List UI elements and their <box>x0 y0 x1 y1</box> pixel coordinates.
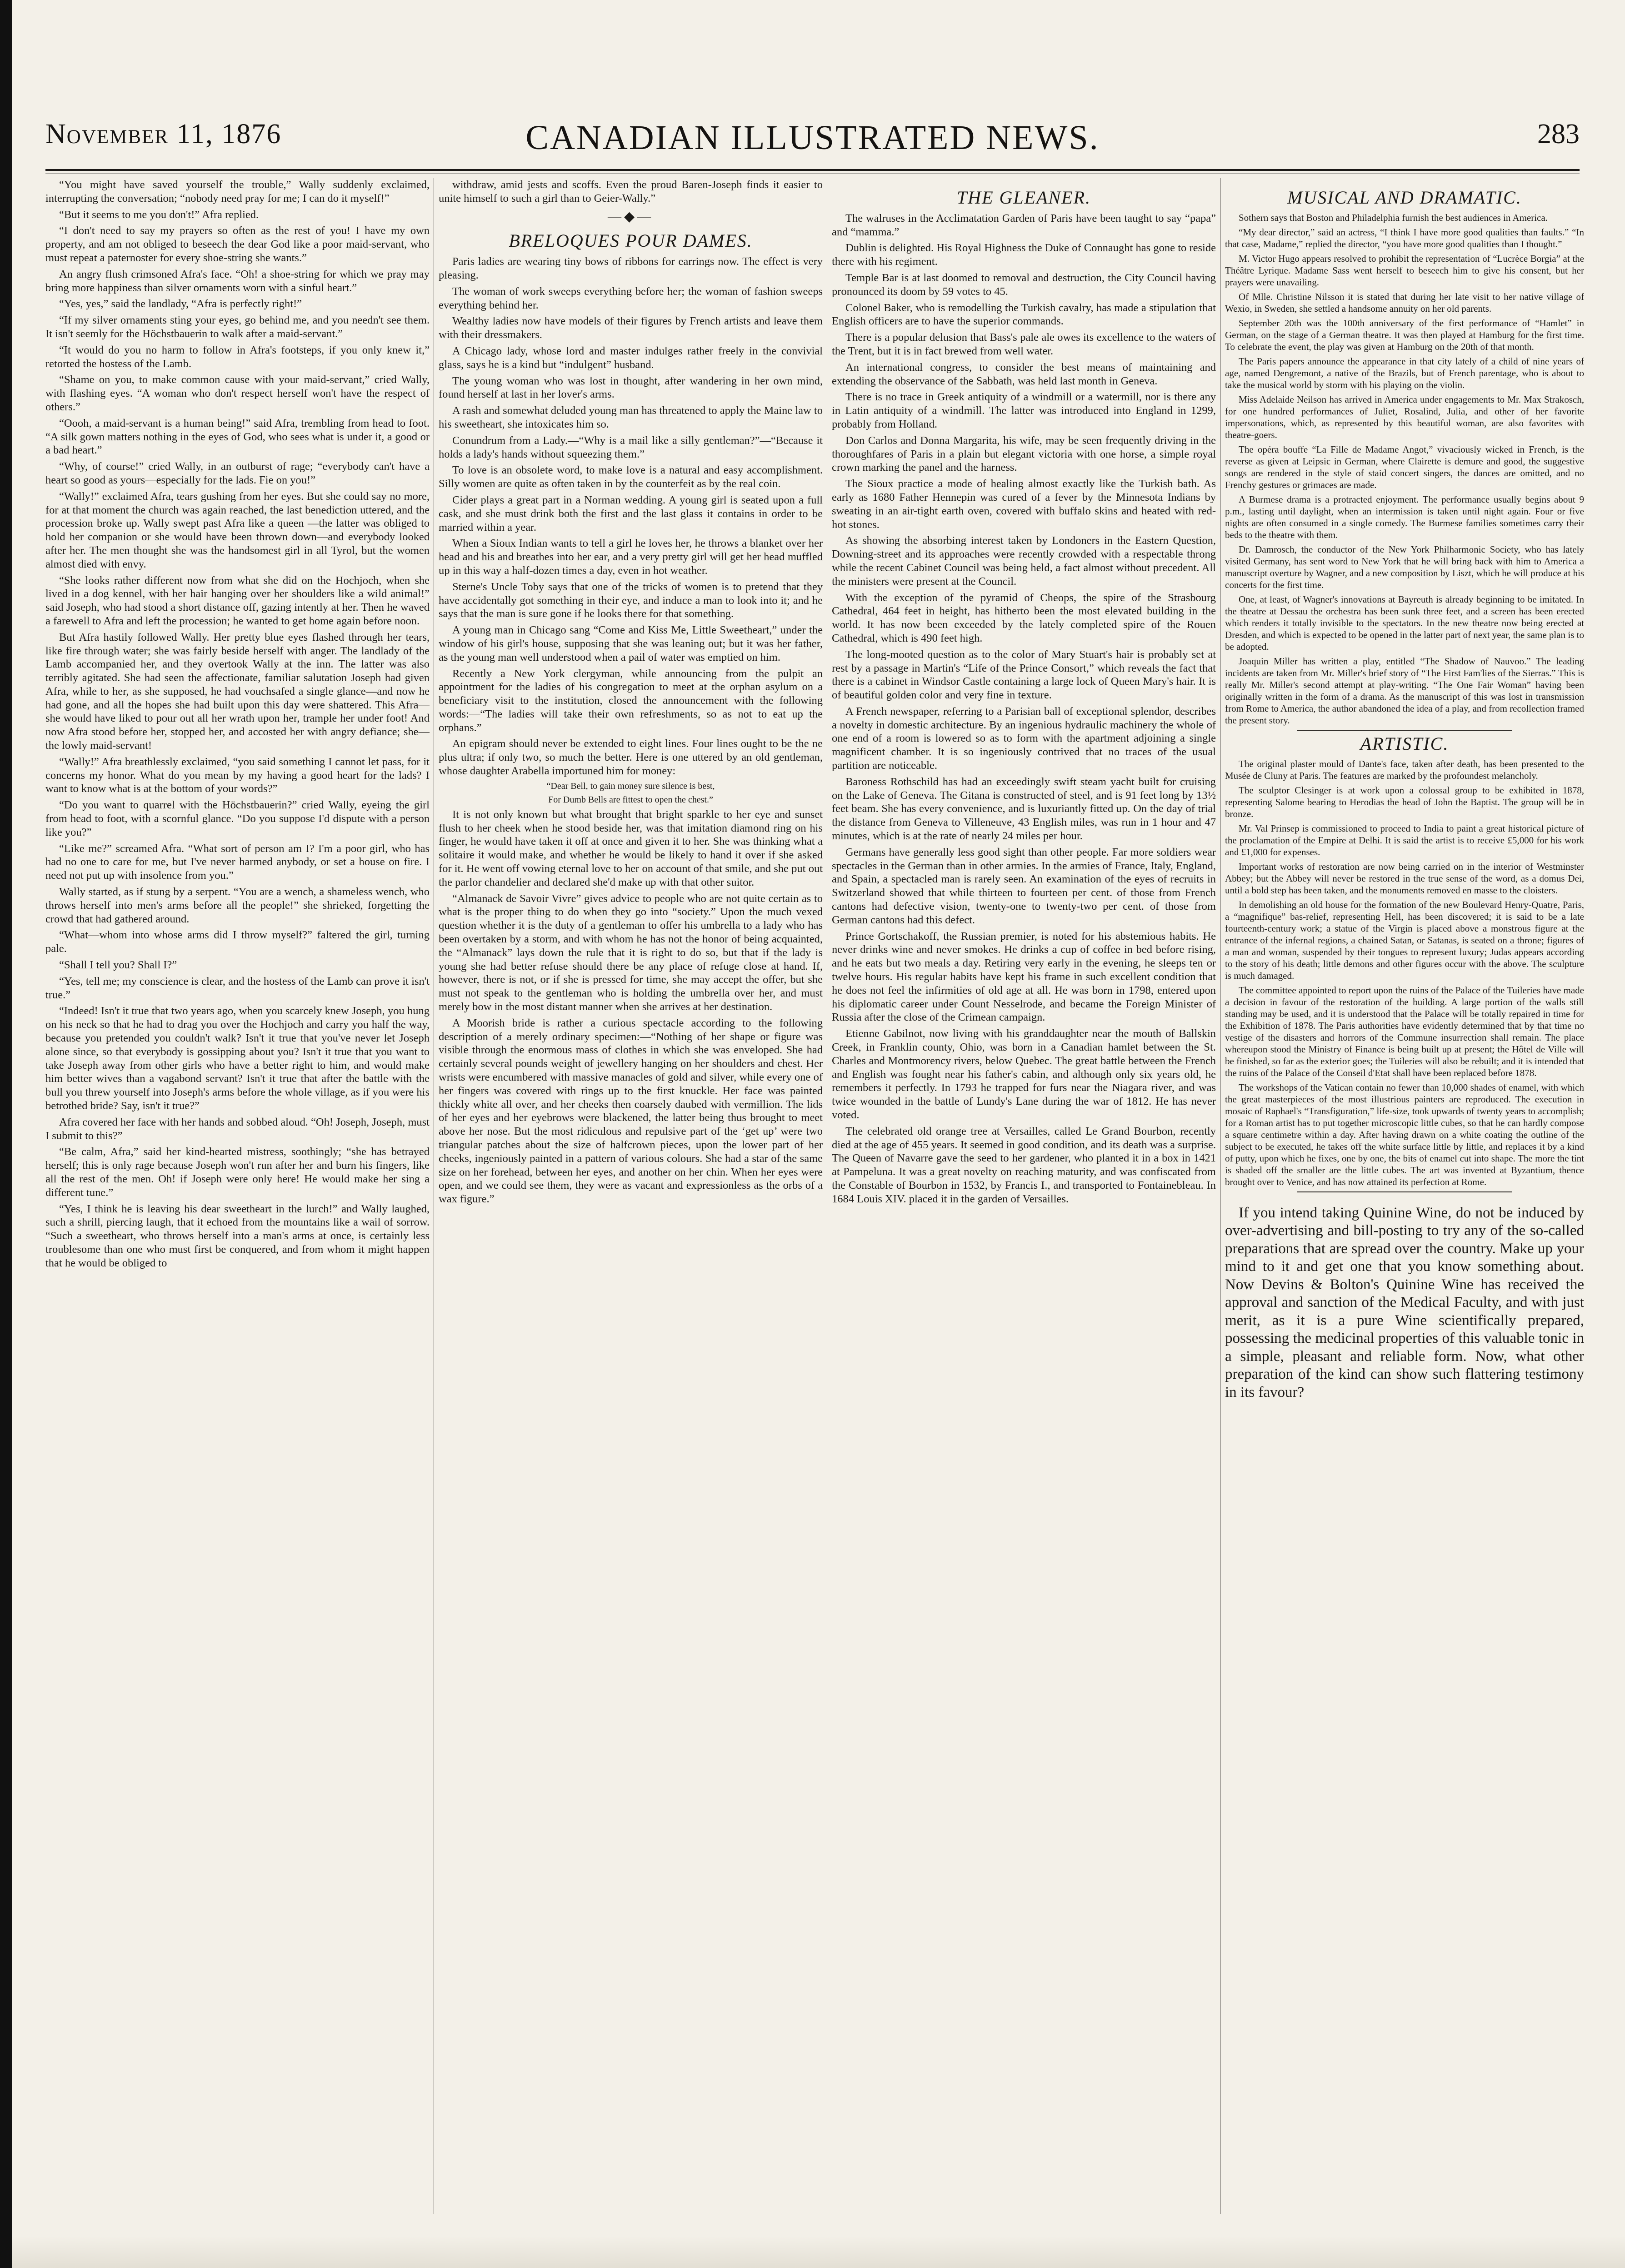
story-paragraph: “Yes, tell me; my conscience is clear, and the hostess of the Lamb can prove it isn't true.” <box>45 975 430 1001</box>
section-title-gleaner: THE GLEANER. <box>956 187 1091 208</box>
quinine-wine-notice: If you intend taking Quinine Wine, do not be induced by over-advertising and bill-posting to try any of the so-called preparations that are spread over the country. Make up your mind to it and get one that you know something about. Now Devins & Bolton's Quinine Wine has received the approval and sanction of the Medical Faculty, and with just merit, as it is a pure Wine scientifically prepared, possessing the medicinal properties of this valuable tonic in a simple, pleasant and reliable form. Now, what other preparation of the kind can show such flattering testimony in its favour? <box>1225 1204 1584 1401</box>
musical-item: The opéra bouffe “La Fille de Madame Angot,” vivaciously wicked in French, is the reverse as given at Leipsic in German, where Clairette is demure and good, the suggestive songs are rendered in the style of staid concert singers, the dances are omitted, and no Frenchy gestures or grimaces are made. <box>1225 444 1584 490</box>
column-2 <box>439 178 823 2214</box>
gleaner-item: Prince Gortschakoff, the Russian premier, is noted for his abstemious habits. He never drinks wine and never smokes. He drinks a cup of coffee in bed before rising, and he eats but two meals a day. Retiring very early in the evening, he sleeps ten or twelve hours. His regular habits have kept his frame in such excellent condition that he does not feel the infirmities of old age at all. He was born in 1798, entered upon his diplomatic career under Count Nesselrode, and became the Foreign Minister of Russia after the close of the Crimean campaign. <box>832 930 1216 1024</box>
story-paragraph: An angry flush crimsoned Afra's face. “Oh! a shoe-string for which we pray may bring more happiness than silver ornaments worn with a sinful heart.” <box>45 268 430 294</box>
story-paragraph: “Wally!” Afra breathlessly exclaimed, “you said something I cannot let pass, for it concerns my honor. What do you mean by my having a good heart for the lads? I want to know what is at the bottom of your words?” <box>45 755 430 795</box>
section-title-musical: MUSICAL AND DRAMATIC. <box>1287 187 1522 208</box>
section-title-breloques: BRELOQUES POUR DAMES. <box>509 230 753 251</box>
page-bottom-edge <box>12 2236 1625 2268</box>
musical-item: A Burmese drama is a protracted enjoyment. The performance usually begins about 9 p.m., lasting until daylight, when an intermission is taken until night again. Four or five nights are often consumed in a single comedy. The Burmese families sometimes carry their beds to the theatre with them. <box>1225 493 1584 540</box>
story-paragraph: “Yes, I think he is leaving his dear sweetheart in the lurch!” and Wally laughed, such a shrill, piercing laugh, that it echoed from the mountains like a wail of sorrow. “Such a sweetheart, who throws herself into a man's arms at once, is certainly less troublesome than one who must first be conquered, and from whom it might happen that he would be obliged to <box>45 1202 430 1269</box>
newspaper-title: CANADIAN ILLUSTRATED NEWS. <box>525 119 1100 157</box>
story-paragraph: “Indeed! Isn't it true that two years ago, when you scarcely knew Joseph, you hung on his neck so that he had to drag you over the Hochjoch and carry you half the way, because you pretended you couldn't walk? Isn't it true that you've never let Joseph alone since, so that everybody is gossipping about you? Isn't it true that you want to take Joseph away from other girls who have a better right to him, and would make him better wives than a vagabond servant? Isn't it true that after the battle with the bull you threw yourself into Joseph's arms before the whole village, as if you were his betrothed bride? Say, isn't it true?” <box>45 1005 430 1112</box>
gleaner-item: The long-mooted question as to the color of Mary Stuart's hair is probably set at rest by a passage in Martin's “Life of the Prince Consort,” which reveals the fact that there is a cabinet in Windsor Castle containing a large lock of Queen Mary's hair. It is of beautiful golden color and very fine in texture. <box>832 648 1216 702</box>
gleaner-item: An international congress, to consider the best means of maintaining and extending the observance of the Sabbath, was held last month in Geneva. <box>832 361 1216 387</box>
epigram-line: “Dear Bell, to gain money sure silence is best, <box>546 781 715 791</box>
artistic-item: The sculptor Clesinger is at work upon a colossal group to be exhibited in 1878, representing Salome bearing to Herodias the head of John the Baptist. The group will be in bronze. <box>1225 784 1584 819</box>
section-divider <box>1297 1191 1512 1192</box>
gleaner-item: Temple Bar is at last doomed to removal and destruction, the City Council having pronounced its doom by 59 votes to 45. <box>832 271 1216 298</box>
gleaner-item: The Sioux practice a mode of healing almost exactly like the Turkish bath. As early as 1680 Father Hennepin was cured of a fever by the Minnesota Indians by sweating in an air-tight earth oven, covered with buffalo skins and heated with red-hot stones. <box>832 478 1216 531</box>
breloques-item: An epigram should never be extended to eight lines. Four lines ought to be the ne plus ultra; if only two, so much the better. Here is one uttered by an old gentleman, whose daughter Arabella importuned him for money: <box>439 738 823 778</box>
musical-item: Miss Adelaide Neilson has arrived in America under engagements to Mr. Max Strakosch, for one hundred performances of Juliet, Rosalind, Julia, and other of her favorite impersonations, which, as represented by this beautiful woman, are also favorites with theatre-goers. <box>1225 394 1584 440</box>
breloques-item: Paris ladies are wearing tiny bows of ribbons for earrings now. The effect is very pleasing. <box>439 255 823 281</box>
gleaner-item: The celebrated old orange tree at Versailles, called Le Grand Bourbon, recently died at the age of 455 years. It seemed in good condition, and its death was a surprise. The Queen of Navarre gave the seed to her gardener, who planted it in a box in 1421 at Pampeluna. It was a great novelty on reaching maturity, and was confiscated from the Constable of Bourbon in 1532, by Francis I., and transported to Fontainebleau. In 1684 Louis XIV. placed it in the garden of Versailles. <box>832 1125 1216 1205</box>
breloques-item: It is not only known but what brought that bright sparkle to her eye and sunset flush to her cheek when he stood beside her, was that imitation diamond ring on his finger, he would have taken it off at once and given it to her. She was thinking what a solitaire it would make, and whether he would be likely to hand it over if she asked for it. He went off vowing eternal love to her on account of that smile, and she put out the parlor chandelier and declared she'd make up with that other suitor. <box>439 808 823 888</box>
artistic-item: The committee appointed to report upon the ruins of the Palace of the Tuileries have made a decision in favour of the restoration of the building. A large portion of the walls still standing may be used, and it is understood that the Palace will be totally repaired in time for the Exhibition of 1878. The Paris authorities have evidently determined that by that time no vestige of the disasters and horrors of the Commune insurrection shall remain. The place whereupon stood the Ministry of Finance is being built up at present; the Hôtel de Ville will be finished, so far as the exterior goes; the Tuileries will also be rebuilt; and it is intended that the ruins of the Palace of the Conseil d'Etat shall have been replaced before 1878. <box>1225 984 1584 1078</box>
story-paragraph: But Afra hastily followed Wally. Her pretty blue eyes flashed through her tears, like fire through water; she was fairly beside herself with anger. The landlady of the Lamb accompanied her, and they overtook Wally at the inn. The latter was also terribly agitated. She had seen the affectionate, familiar salutation Joseph had given Afra, while to her, as she supposed, he had vouchsafed a single glance—and now he had gone, and all the hopes she had built upon this day were shattered. This Afra—she would have liked to pour out all her wrath upon her, trample her under foot! And now Afra stood before her, stopped her, and accosted her with angry defiance; she—the lowly maid-servant! <box>45 631 430 752</box>
breloques-item: A rash and somewhat deluded young man has threatened to apply the Maine law to his sweetheart, she intoxicates him so. <box>439 404 823 430</box>
masthead-rule <box>45 169 1580 174</box>
musical-item: Joaquin Miller has written a play, entitled “The Shadow of Nauvoo.” The leading incidents are taken from Mr. Miller's brief story of “The First Fam'lies of the Sierras.” This is really Mr. Miller's second attempt at play-writing. “The One Fair Woman” having been originally written in the form of a drama. As the manuscript of this was lost in transmission from Rome to America, the author abandoned the idea of a play, and from recollection framed the present story. <box>1225 655 1584 726</box>
story-continuation: withdraw, amid jests and scoffs. Even the proud Baren-Joseph finds it easier to unite himself to such a girl than to Geier-Wally.” <box>439 179 823 204</box>
epigram-line: For Dumb Bells are fittest to open the chest.” <box>548 794 713 805</box>
binding-edge <box>0 0 12 2268</box>
gleaner-item: The walruses in the Acclimatation Garden of Paris have been taught to say “papa” and “mamma.” <box>832 212 1216 238</box>
story-paragraph: “Yes, yes,” said the landlady, “Afra is perfectly right!” <box>59 298 302 310</box>
breloques-item: Recently a New York clergyman, while announcing from the pulpit an appointment for the ladies of his congregation to meet at the orphan asylum on a beneficiary visit to the institution, closed the announcement with the following words:—“The ladies will take their own refreshments, so as not to eat up the orphans.” <box>439 667 823 734</box>
gleaner-item: There is a popular delusion that Bass's pale ale owes its excellence to the waters of the Trent, but it is in fact brewed from well water. <box>832 331 1216 357</box>
story-paragraph: “What—whom into whose arms did I throw myself?” faltered the girl, turning pale. <box>45 929 430 955</box>
story-paragraph: “Oooh, a maid-servant is a human being!” said Afra, trembling from head to foot. “A silk gown matters nothing in the eyes of God, who sees what is under it, a good or a bad heart.” <box>45 417 430 457</box>
breloques-item: Conundrum from a Lady.—“Why is a mail like a silly gentleman?”—“Because it holds a lady's hands without squeezing them.” <box>439 434 823 460</box>
breloques-item: The young woman who was lost in thought, after wandering in her own mind, found herself at last in her lover's arms. <box>439 374 823 401</box>
gleaner-item: Baroness Rothschild has had an exceedingly swift steam yacht built for cruising on the Lake of Geneva. The Gitana is constructed of steel, and is 91 feet long by 13½ feet beam. She has every convenience, and is luxuriantly fitted up. On the day of trial the distance from Geneva to Villeneuve, 43 English miles, was run in 1 hour and 47 minutes, which is at the rate of nearly 24 miles per hour. <box>832 775 1216 842</box>
story-paragraph: “Shame on you, to make common cause with your maid-servant,” cried Wally, with flashing eyes. “A woman who don't respect herself won't have the respect of others.” <box>45 374 430 413</box>
gleaner-item: Dublin is delighted. His Royal Highness the Duke of Connaught has gone to reside there with his regiment. <box>832 242 1216 268</box>
breloques-item: A Moorish bride is rather a curious spectacle according to the following description of a merely ordinary specimen:—“Nothing of her shape or figure was visible through the enormous mass of clothes in which she was enveloped. She had certainly several pounds weight of jewellery hanging on her shoulders and chest. Her wrists were encumbered with massive manacles of gold and silver, while every one of her fingers was covered with rings up to the first knuckle. Her face was painted thickly white all over, and her cheeks then coarsely daubed with vermillion. The lids of her eyes and her eyebrows were blackened, the latter being thus brought to meet above her nose. But the most ridiculous and repulsive part of the ‘get up’ were two triangular patches about the size of halfcrown pieces, upon the lower part of her cheeks, ingeniously painted in a pattern of various colours. She had a star of the same size on her forehead, between her eyes, and another on her chin. When her eyes were open, and we could see them, they were as vacant and expressionless as the orbs of a wax figure.” <box>439 1017 823 1206</box>
story-paragraph: “Like me?” screamed Afra. “What sort of person am I? I'm a poor girl, who has had no one to care for me, but I've never harmed anybody, or set a house on fire. I need not put up with insolence from you.” <box>45 842 430 882</box>
gleaner-item: There is no trace in Greek antiquity of a windmill or a watermill, nor is there any in Latin antiquity of a windmill. The latter was introduced into England in 1299, probably from Holland. <box>832 391 1216 430</box>
artistic-item: The original plaster mould of Dante's face, taken after death, has been presented to the Musée de Cluny at Paris. The features are marked by the profoundest melancholy. <box>1225 758 1584 781</box>
musical-item: One, at least, of Wagner's innovations at Bayreuth is already beginning to be imitated. In the theatre at Dessau the orchestra has been sunk three feet, and a screen has been erected which renders it totally invisible to the spectators. In the new theatre now being erected at Dresden, and which is expected to be opened in the latter part of next year, the same plan is to be adopted. <box>1225 593 1584 652</box>
breloques-item: When a Sioux Indian wants to tell a girl he loves her, he throws a blanket over her head and his and breathes into her ear, and a very pretty girl will get her head muffled up in this way a half-dozen times a day, even in hot weather. <box>439 537 823 577</box>
gleaner-item: As showing the absorbing interest taken by Londoners in the Eastern Question, Downing-street and its approaches were recently crowded with a respectable throng while the recent Cabinet Council was being held, a fact almost without precedent. All the ministers were present at the Council. <box>832 534 1216 588</box>
section-ornament: —◆— <box>607 209 654 224</box>
column-1-story <box>45 178 430 2214</box>
gleaner-item: Colonel Baker, who is remodelling the Turkish cavalry, has made a stipulation that English officers are to have the superior commands. <box>832 301 1216 328</box>
gleaner-item: Germans have generally less good sight than other people. Far more soldiers wear spectacles in the German than in other armies. In the armies of France, Italy, England, and Spain, a spectacled man is rarely seen. An examination of the eyes of recruits in Switzerland showed that while thirteen to fourteen per cent. of those from French cantons had defective vision, twenty-one to twenty-two per cent. of those from German cantons had this defect. <box>832 846 1216 926</box>
story-paragraph: Afra covered her face with her hands and sobbed aloud. “Oh! Joseph, Joseph, must I submit to this?” <box>45 1116 430 1142</box>
artistic-item: Important works of restoration are now being carried on in the interior of Westminster Abbey; but the Abbey will never be restored in the true sense of the word, as a domus Dei, until a bold step has been taken, and the monuments removed en masse to the cloisters. <box>1225 861 1584 896</box>
gleaner-item: Etienne Gabilnot, now living with his granddaughter near the mouth of Ballskin Creek, in Franklin county, Ohio, was born in a Canadian hamlet between the St. Charles and Montmorency rivers, below Quebec. The great battle between the French and English was fought near his father's cabin, and although only six years old, he remembers it perfectly. In 1793 he trapped for furs near the Niagara river, and was twice wounded in the battle of Lundy's Lane during the war of 1812. He has never voted. <box>832 1027 1216 1121</box>
story-paragraph: Wally started, as if stung by a serpent. “You are a wench, a shameless wench, who throws herself into men's arms before all the people!” she shrieked, forgetting the crowd that had gathered around. <box>45 886 430 925</box>
masthead <box>45 114 1580 164</box>
story-paragraph: “Shall I tell you? Shall I?” <box>59 959 177 972</box>
story-paragraph: “She looks rather different now from what she did on the Hochjoch, when she lived in a dog kennel, with her hair hanging over her shoulders like a wild animal!” said Joseph, who had stood a short distance off, gazing intently at her. Then he waved a farewell to Afra and left the procession; he wanted to get home again before noon. <box>45 574 430 627</box>
story-paragraph: “Wally!” exclaimed Afra, tears gushing from her eyes. But she could say no more, for at that moment the church was again reached, the last benediction uttered, and the procession broke up. Wally swept past Afra like a queen —the latter was obliged to hold her companion or she would have been thrown down—and everybody looked after her. The men thought she was the handsomest girl in all Tyrol, but the women almost died with envy. <box>45 490 430 570</box>
issue-date: November 11, 1876 <box>45 119 282 150</box>
musical-item: Dr. Damrosch, the conductor of the New York Philharmonic Society, who has lately visited Germany, has sent word to New York that he will bring back with him to America a manuscript overture by Wagner, and a new composition by Liszt, which he will produce at his concerts for the first time. <box>1225 543 1584 590</box>
section-title-artistic: ARTISTIC. <box>1360 733 1449 754</box>
column-3-gleaner <box>832 178 1216 2214</box>
story-paragraph: “If my silver ornaments sting your eyes, go behind me, and you needn't see them. It isn't seemly for the Höchstbauerin to walk after a maid-servant.” <box>45 314 430 340</box>
story-paragraph: “I don't need to say my prayers so often as the rest of you! I have my own property, and am not obliged to beseech the dear God like a poor maid-servant, who must repeat a paternoster for every shoe-string she wants.” <box>45 224 430 264</box>
musical-item: M. Victor Hugo appears resolved to prohibit the representation of “Lucrèce Borgia” at the Théâtre Lyrique. Madame Sass went herself to beseech him to give his consent, but her prayers were unavailing. <box>1225 253 1584 288</box>
gleaner-item: Don Carlos and Donna Margarita, his wife, may be seen frequently driving in the thoroughfares of Paris in a plain but elegant victoria with one horse, a simple royal crown marking the panel and the harness. <box>832 434 1216 474</box>
breloques-item: To love is an obsolete word, to make love is a natural and easy accomplishment. Silly women are quite as often taken in by the counterfeit as by the real coin. <box>439 464 823 490</box>
artistic-item: The workshops of the Vatican contain no fewer than 10,000 shades of enamel, with which the great masterpieces of the most illustrious painters are reproduced. The execution in mosaic of Raphael's “Transfiguration,” life-size, took upwards of twenty years to accomplish; for a Roman artist has to put together microscopic little cubes, so that he can hardly compose a square centimetre within a day. After having drawn on a white coating the outline of the subject to be executed, he takes off the white surface little by little, and replaces it by a kind of putty, upon which he fixes, one by one, the bits of enamel cut into shape. The more the tint is shaded off the smaller are the little cubes. The art was invented at Byzantium, thence brought over to Venice, and has now attained its perfection at Rome. <box>1225 1082 1584 1187</box>
musical-item: “My dear director,” said an actress, “I think I have more good qualities than faults.” “In that case, Madame,” replied the director, “you have more good qualities than I thought.” <box>1225 226 1584 249</box>
story-paragraph: “Why, of course!” cried Wally, in an outburst of rage; “everybody can't have a heart so good as yours—especially for the lads. Fie on you!” <box>45 460 430 486</box>
story-paragraph: “Be calm, Afra,” said her kind-hearted mistress, soothingly; “she has betrayed herself; this is only rage because Joseph won't run after her and burn his fingers, like all the rest of the men. Oh! if Joseph were only here! He would make her sing a different tune.” <box>45 1146 430 1199</box>
artistic-item: In demolishing an old house for the formation of the new Boulevard Henry-Quatre, Paris, a “magnifique” bas-relief, representing Hell, has been discovered; it is said to be a late fourteenth-century work; a statue of the Virgin is placed above a monstrous figure at the entrance of the infernal regions, a chained Satan, or Satanas, is seated on a throne; figures of a man and woman, suspended by their tongues to represent luxury; Judas appears according to the story of his death; little demons and other figures occur with the above. The sculpture is much damaged. <box>1225 899 1584 981</box>
breloques-item: Wealthy ladies now have models of their figures by French artists and leave them with their dressmakers. <box>439 315 823 341</box>
gleaner-item: With the exception of the pyramid of Cheops, the spire of the Strasbourg Cathedral, 464 feet in height, has hitherto been the most elevated building in the world. It has now been exceeded by the lately completed spire of the Rouen Cathedral, which is 490 feet high. <box>832 591 1216 644</box>
musical-item: Of Mlle. Christine Nilsson it is stated that during her late visit to her native village of Wexio, in Sweden, she settled a handsome annuity on her old parents. <box>1225 291 1584 314</box>
breloques-item: Sterne's Uncle Toby says that one of the tricks of women is to pretend that they have accidentally got something in their eye, and induce a man to look into it; and he says that the man is sure gone if he looks there for that something. <box>439 580 823 620</box>
gleaner-item: A French newspaper, referring to a Parisian ball of exceptional splendor, describes a novelty in domestic architecture. By an ingenious hydraulic machinery the whole of one end of a room is lowered so as to form with the apartment adjoining a single magnificent chamber. It is so ingeniously contrived that no traces of the usual partition are noticeable. <box>832 705 1216 772</box>
column-4 <box>1225 178 1584 2214</box>
breloques-item: A young man in Chicago sang “Come and Kiss Me, Little Sweetheart,” under the window of his girl's house, supposing that she was leaning out; but it was her father, as the young man well understood when a pail of water was emptied on him. <box>439 624 823 663</box>
musical-item: Sothern says that Boston and Philadelphia furnish the best audiences in America. <box>1239 212 1548 223</box>
breloques-item: A Chicago lady, whose lord and master indulges rather freely in the convivial glass, says he is a kind but “indulgent” husband. <box>439 344 823 371</box>
story-paragraph: “Do you want to quarrel with the Höchstbauerin?” cried Wally, eyeing the girl from head to foot, with a scornful glance. “Do you suppose I'd dispute with a person like you?” <box>45 799 430 838</box>
breloques-item: Cider plays a great part in a Norman wedding. A young girl is seated upon a full cask, and she must drink both the first and the last glass it contains in order to be married within a year. <box>439 493 823 533</box>
musical-item: The Paris papers announce the appearance in that city lately of a child of nine years of age, named Dengremont, a native of the Brazils, but of French parentage, who is about to take the musical world by storm with his playing on the violin. <box>1225 355 1584 390</box>
page-number: 283 <box>1537 119 1580 150</box>
musical-item: September 20th was the 100th anniversary of the first performance of “Hamlet” in German, on the stage of a German theatre. It was then played at Hamburg for the first time. To celebrate the event, the play was given at Hamburg on the 20th of that month. <box>1225 317 1584 352</box>
story-paragraph: “It would do you no harm to follow in Afra's footsteps, if you only knew it,” retorted the hostess of the Lamb. <box>45 344 430 370</box>
breloques-item: The woman of work sweeps everything before her; the woman of fashion sweeps everything behind her. <box>439 285 823 311</box>
breloques-item: “Almanack de Savoir Vivre” gives advice to people who are not quite certain as to what is the proper thing to do when they go into “society.” Upon the much vexed question whether it is the duty of a gentleman to offer his umbrella to a lady who has been overtaken by a storm, and with whom he has not the honor of being acquainted, the “Almanack” lays down the rule that it is right to do so, but that if the lady is young she had better refuse should there be any place of refuge close at hand. If, however, there is not, or if she is pressed for time, she may accept the offer, but she must not speak to the gentleman who is holding the umbrella over her, and must merely bow in the most distant manner when she arrives at her destination. <box>439 892 823 1013</box>
artistic-item: Mr. Val Prinsep is commissioned to proceed to India to paint a great historical picture of the proclamation of the Empire at Delhi. It is said the artist is to receive £5,000 for his work and £1,000 for expenses. <box>1225 822 1584 857</box>
story-paragraph: “But it seems to me you don't!” Afra replied. <box>59 208 259 221</box>
section-divider <box>1297 730 1512 731</box>
story-paragraph: “You might have saved yourself the trouble,” Wally suddenly exclaimed, interrupting the conversation; “nobody need pray for me; I can do it myself!” <box>45 179 430 204</box>
